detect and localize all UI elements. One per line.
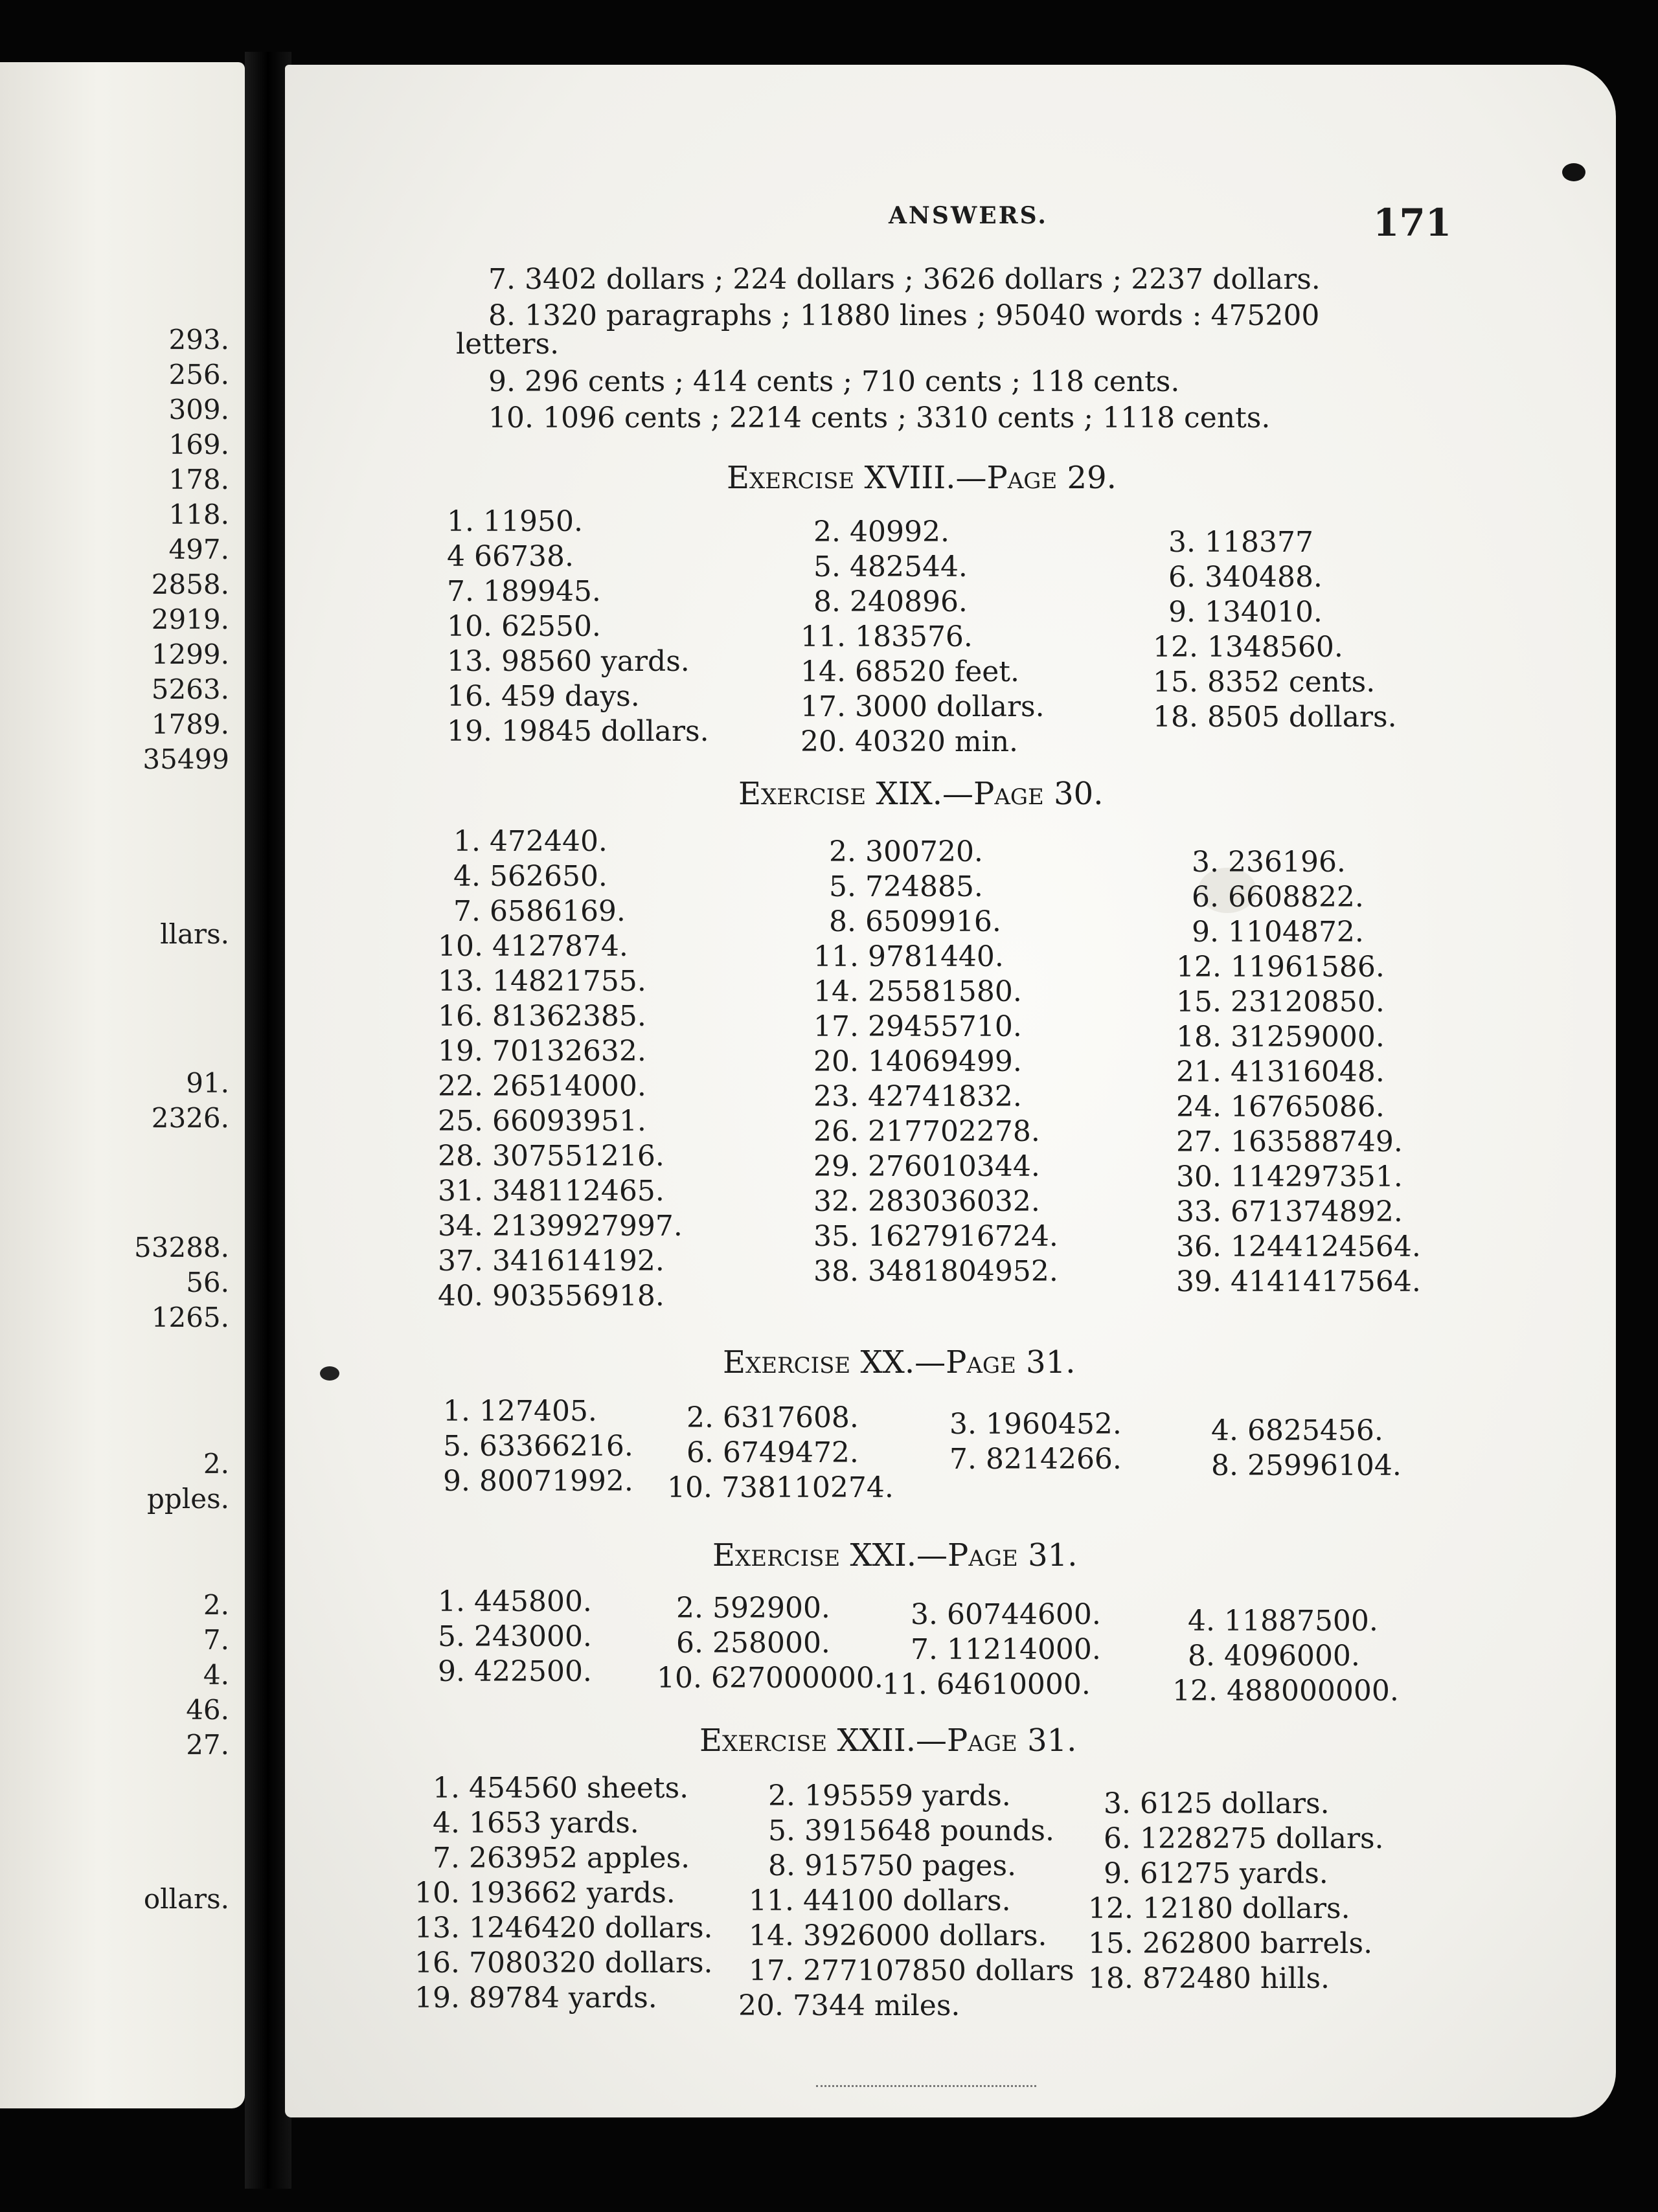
answer-item: 6. 6608822. [1192, 881, 1364, 914]
answer-item: 9. 61275 yards. [1104, 1857, 1328, 1890]
left-line: 27. [186, 1729, 229, 1761]
answer-item: 18. 872480 hills. [1088, 1962, 1330, 1995]
answer-item: 11. 44100 dollars. [749, 1884, 1011, 1917]
answer-item: 6. 1228275 dollars. [1104, 1822, 1384, 1855]
answer-item: 12. 488000000. [1172, 1675, 1399, 1708]
left-line: pples. [147, 1483, 229, 1515]
answer-item: 35. 1627916724. [813, 1220, 1058, 1253]
answer-item: 9. 134010. [1168, 596, 1323, 629]
answer-item: 16. 81362385. [438, 1000, 646, 1033]
answer-item: 27. 163588749. [1176, 1125, 1403, 1158]
left-line: 2. [203, 1448, 229, 1480]
answers-page [285, 65, 1616, 2117]
answer-item: 3. 1960452. [949, 1408, 1122, 1441]
answer-item: 10. 627000000. [657, 1662, 883, 1695]
answer-item: 30. 114297351. [1176, 1160, 1403, 1193]
left-line: llars. [160, 918, 229, 950]
left-line: 309. [168, 394, 229, 425]
answer-item: 2. 195559 yards. [768, 1779, 1011, 1812]
answer-item: 5. 63366216. [443, 1430, 633, 1463]
left-line: 118. [168, 499, 229, 530]
answer-item: 9. 422500. [438, 1655, 592, 1688]
answer-item: 40. 903556918. [438, 1280, 664, 1313]
answer-item: 15. 8352 cents. [1153, 666, 1376, 699]
answer-item: 6. 340488. [1168, 561, 1323, 594]
answer-item: 14. 25581580. [813, 975, 1022, 1008]
left-line: 53288. [134, 1232, 229, 1263]
answer-item: 21. 41316048. [1176, 1055, 1385, 1089]
answer-item: 31. 348112465. [438, 1175, 664, 1208]
answer-item: 12. 12180 dollars. [1088, 1892, 1350, 1925]
answer-item: 13. 1246420 dollars. [414, 1912, 713, 1945]
answer-item: 1. 127405. [443, 1395, 597, 1428]
answer-item: 7. 6586169. [453, 895, 626, 928]
answer-item: 2. 300720. [829, 835, 983, 868]
left-line: 256. [168, 359, 229, 390]
ink-blot [1562, 163, 1585, 181]
answer-item: 24. 16765086. [1176, 1090, 1385, 1123]
answer-item: 38. 3481804952. [813, 1255, 1058, 1288]
exercise-heading: Exercise XVIII.—Page 29. [727, 460, 1117, 496]
carryover-line: 8. 1320 paragraphs ; 11880 lines ; 95040 words : 475200 [488, 299, 1320, 332]
answer-item: 33. 671374892. [1176, 1195, 1403, 1228]
exercise-heading: Exercise XIX.—Page 30. [738, 776, 1104, 812]
answer-item: 7. 263952 apples. [433, 1842, 690, 1875]
left-line: 1299. [151, 638, 229, 670]
answer-item: 22. 26514000. [438, 1070, 646, 1103]
exercise-heading: Exercise XXII.—Page 31. [699, 1722, 1077, 1759]
answer-item: 2. 592900. [676, 1592, 830, 1625]
left-line: 178. [168, 464, 229, 495]
running-header: ANSWERS. [889, 202, 1048, 229]
answer-item: 19. 70132632. [438, 1035, 646, 1068]
answer-item: 5. 724885. [829, 870, 983, 903]
answer-item: 11. 183576. [801, 620, 973, 653]
answer-item: 5. 482544. [813, 550, 968, 583]
answer-item: 11. 9781440. [813, 940, 1004, 973]
answer-item: 17. 277107850 dollars [749, 1954, 1074, 1987]
answer-item: 10. 738110274. [667, 1471, 894, 1504]
answer-item: 32. 283036032. [813, 1185, 1040, 1218]
answer-item: 11. 64610000. [882, 1668, 1091, 1701]
answer-item: 5. 243000. [438, 1620, 592, 1653]
left-line: 1789. [151, 708, 229, 740]
answer-item: 29. 276010344. [813, 1150, 1040, 1183]
answer-item: 9. 1104872. [1192, 916, 1364, 949]
answer-item: 39. 4141417564. [1176, 1265, 1421, 1298]
left-line: 91. [186, 1067, 229, 1099]
answer-item: 10. 4127874. [438, 930, 628, 963]
answer-item: 28. 307551216. [438, 1140, 664, 1173]
left-line: 35499 [142, 743, 229, 775]
answer-item: 1. 11950. [447, 505, 583, 538]
carryover-line: 7. 3402 dollars ; 224 dollars ; 3626 dollars ; 2237 dollars. [488, 263, 1321, 296]
left-line: 497. [168, 534, 229, 565]
answer-item: 13. 14821755. [438, 965, 646, 998]
answer-item: 4. 6825456. [1211, 1414, 1383, 1447]
exercise-heading: Exercise XX.—Page 31. [723, 1344, 1076, 1381]
answer-item: 10. 193662 yards. [414, 1877, 676, 1910]
answer-item: 7. 189945. [447, 575, 601, 608]
answer-item: 19. 19845 dollars. [447, 715, 709, 748]
answer-item: 3. 118377 [1168, 526, 1313, 559]
closing-rule [816, 2085, 1036, 2087]
answer-item: 7. 8214266. [949, 1443, 1122, 1476]
answer-item: 15. 23120850. [1176, 986, 1385, 1019]
answer-item: 16. 459 days. [447, 680, 640, 713]
carryover-line: 10. 1096 cents ; 2214 cents ; 3310 cents ; 1118 cents. [488, 401, 1271, 435]
answer-item: 20. 40320 min. [801, 725, 1019, 758]
left-line: 5263. [151, 673, 229, 705]
answer-item: 4. 562650. [453, 860, 608, 893]
answer-item: 19. 89784 yards. [414, 1981, 657, 2015]
page-number: 171 [1373, 201, 1452, 245]
answer-item: 4. 1653 yards. [433, 1807, 639, 1840]
answer-item: 4. 11887500. [1188, 1605, 1378, 1638]
answer-item: 8. 4096000. [1188, 1640, 1360, 1673]
answer-item: 12. 11961586. [1176, 951, 1385, 984]
left-line: 7. [203, 1624, 229, 1656]
answer-item: 17. 3000 dollars. [801, 690, 1045, 723]
left-line: 2326. [151, 1102, 229, 1134]
left-page-fragment [0, 62, 245, 2108]
answer-item: 25. 66093951. [438, 1105, 646, 1138]
answer-item: 6. 258000. [676, 1627, 830, 1660]
answer-item: 3. 6125 dollars. [1104, 1787, 1330, 1820]
exercise-heading: Exercise XXI.—Page 31. [712, 1537, 1078, 1574]
carryover-line: letters. [456, 328, 560, 361]
answer-item: 20. 14069499. [813, 1045, 1022, 1078]
answer-item: 16. 7080320 dollars. [414, 1947, 713, 1980]
answer-item: 4 66738. [447, 540, 574, 573]
answer-item: 14. 3926000 dollars. [749, 1919, 1047, 1952]
left-line: 2858. [151, 569, 229, 600]
left-line: ollars. [143, 1883, 229, 1915]
answer-item: 1. 445800. [438, 1585, 592, 1618]
answer-item: 34. 2139927997. [438, 1210, 683, 1243]
answer-item: 2. 6317608. [687, 1401, 859, 1434]
answer-item: 8. 25996104. [1211, 1449, 1402, 1482]
left-line: 1265. [151, 1302, 229, 1333]
left-line: 4. [203, 1659, 229, 1691]
left-line: 56. [186, 1267, 229, 1298]
left-line: 46. [186, 1694, 229, 1726]
answer-item: 12. 1348560. [1153, 631, 1343, 664]
answer-item: 8. 6509916. [829, 905, 1001, 938]
answer-item: 17. 29455710. [813, 1010, 1022, 1043]
answer-item: 14. 68520 feet. [801, 655, 1019, 688]
answer-item: 13. 98560 yards. [447, 645, 690, 678]
answer-item: 8. 240896. [813, 585, 968, 618]
answer-item: 26. 217702278. [813, 1115, 1040, 1148]
answer-item: 23. 42741832. [813, 1080, 1022, 1113]
carryover-line: 9. 296 cents ; 414 cents ; 710 cents ; 118 cents. [488, 365, 1180, 398]
answer-item: 36. 1244124564. [1176, 1230, 1421, 1263]
answer-item: 8. 915750 pages. [768, 1849, 1017, 1882]
answer-item: 20. 7344 miles. [738, 1989, 960, 2022]
answer-item: 3. 236196. [1192, 846, 1346, 879]
answer-item: 1. 472440. [453, 825, 608, 858]
answer-item: 6. 6749472. [687, 1436, 859, 1469]
answer-item: 18. 8505 dollars. [1153, 701, 1397, 734]
answer-item: 7. 11214000. [911, 1633, 1101, 1666]
left-line: 2919. [151, 604, 229, 635]
answer-item: 5. 3915648 pounds. [768, 1814, 1054, 1847]
answer-item: 3. 60744600. [911, 1598, 1101, 1631]
answer-item: 2. 40992. [813, 515, 949, 548]
answer-item: 10. 62550. [447, 610, 601, 643]
answer-item: 18. 31259000. [1176, 1021, 1385, 1054]
ink-blot [320, 1366, 339, 1381]
left-line: 169. [168, 429, 229, 460]
answer-item: 15. 262800 barrels. [1088, 1927, 1373, 1960]
left-line: 293. [168, 324, 229, 356]
answer-item: 1. 454560 sheets. [433, 1772, 689, 1805]
left-line: 2. [203, 1589, 229, 1621]
answer-item: 9. 80071992. [443, 1465, 633, 1498]
answer-item: 37. 341614192. [438, 1245, 664, 1278]
